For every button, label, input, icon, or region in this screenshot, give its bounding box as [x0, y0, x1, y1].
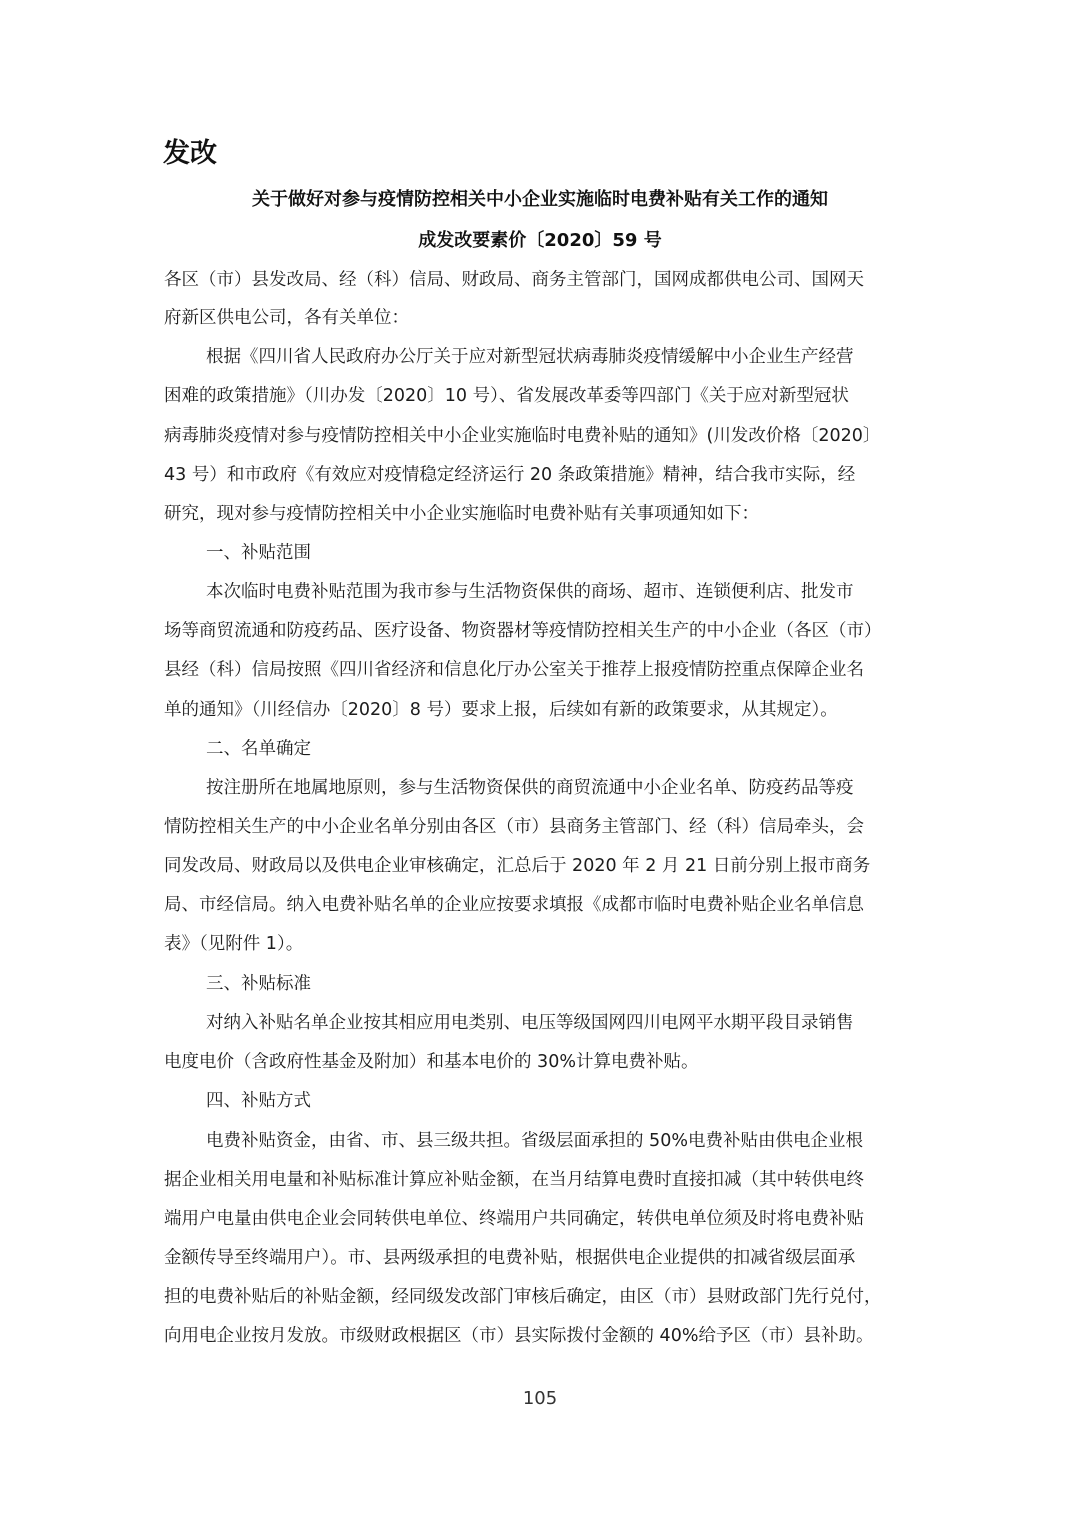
section-label: 发改: [163, 138, 217, 169]
body-line: 金额传导至终端用户）。市、县两级承担的电费补贴，根据供电企业提供的扣减省级层面承: [164, 1248, 856, 1268]
body-line: 情防控相关生产的中小企业名单分别由各区（市）县商务主管部门、经（科）信局牵头，会: [164, 817, 864, 837]
body-line: 病毒肺炎疫情对参与疫情防控相关中小企业实施临时电费补贴的通知》(川发改价格〔2020〕: [164, 426, 881, 446]
body-line: 电费补贴资金，由省、市、县三级共担。省级层面承担的 50%电费补贴由供电企业根: [206, 1131, 863, 1151]
body-line: 局、市经信局。纳入电费补贴名单的企业应按要求填报《成都市临时电费补贴企业名单信息: [164, 895, 864, 915]
page-number: 105: [522, 1388, 558, 1409]
document-title: 关于做好对参与疫情防控相关中小企业实施临时电费补贴有关工作的通知: [252, 189, 828, 210]
section-heading: 二、名单确定: [206, 739, 311, 759]
body-line: 向用电企业按月发放。市级财政根据区（市）县实际拨付金额的 40%给予区（市）县补助。: [164, 1326, 874, 1346]
body-line: 府新区供电公司，各有关单位：: [164, 308, 409, 328]
section-heading: 一、补贴范围: [206, 543, 311, 563]
body-line: 各区（市）县发改局、经（科）信局、财政局、商务主管部门，国网成都供电公司、国网天: [164, 270, 864, 290]
body-line: 场等商贸流通和防疫药品、医疗设备、物资器材等疫情防控相关生产的中小企业（各区（市）: [164, 621, 882, 641]
body-line: 按注册所在地属地原则，参与生活物资保供的商贸流通中小企业名单、防疫药品等疫: [206, 778, 854, 798]
body-line: 根据《四川省人民政府办公厅关于应对新型冠状病毒肺炎疫情缓解中小企业生产经营: [206, 347, 854, 367]
body-line: 研究，现对参与疫情防控相关中小企业实施临时电费补贴有关事项通知如下：: [164, 504, 759, 524]
body-line: 本次临时电费补贴范围为我市参与生活物资保供的商场、超市、连锁便利店、批发市: [206, 582, 854, 602]
section-heading: 四、补贴方式: [206, 1091, 311, 1111]
body-line: 对纳入补贴名单企业按其相应用电类别、电压等级国网四川电网平水期平段目录销售: [206, 1013, 854, 1033]
body-line: 担的电费补贴后的补贴金额，经同级发改部门审核后确定，由区（市）县财政部门先行兑付，: [164, 1287, 882, 1307]
body-line: 困难的政策措施》（川办发〔2020〕10 号）、省发展改革委等四部门《关于应对新型冠状: [164, 386, 849, 406]
document-number: 成发改要素价〔2020〕59 号: [418, 230, 662, 251]
body-line: 电度电价（含政府性基金及附加）和基本电价的 30%计算电费补贴。: [164, 1052, 699, 1072]
section-heading: 三、补贴标准: [206, 974, 311, 994]
body-line: 单的通知》（川经信办〔2020〕8 号）要求上报，后续如有新的政策要求，从其规定）。: [164, 700, 838, 720]
body-line: 表》（见附件 1）。: [164, 934, 304, 954]
body-line: 同发改局、财政局以及供电企业审核确定，汇总后于 2020 年 2 月 21 日前分别上报市商务: [164, 856, 871, 876]
body-line: 县经（科）信局按照《四川省经济和信息化厅办公室关于推荐上报疫情防控重点保障企业名: [164, 660, 864, 680]
body-line: 43 号）和市政府《有效应对疫情稳定经济运行 20 条政策措施》精神，结合我市实际，经: [164, 465, 856, 485]
body-line: 端用户电量由供电企业会同转供电单位、终端用户共同确定，转供电单位须及时将电费补贴: [164, 1209, 864, 1229]
body-line: 据企业相关用电量和补贴标准计算应补贴金额，在当月结算电费时直接扣减（其中转供电终: [164, 1170, 864, 1190]
